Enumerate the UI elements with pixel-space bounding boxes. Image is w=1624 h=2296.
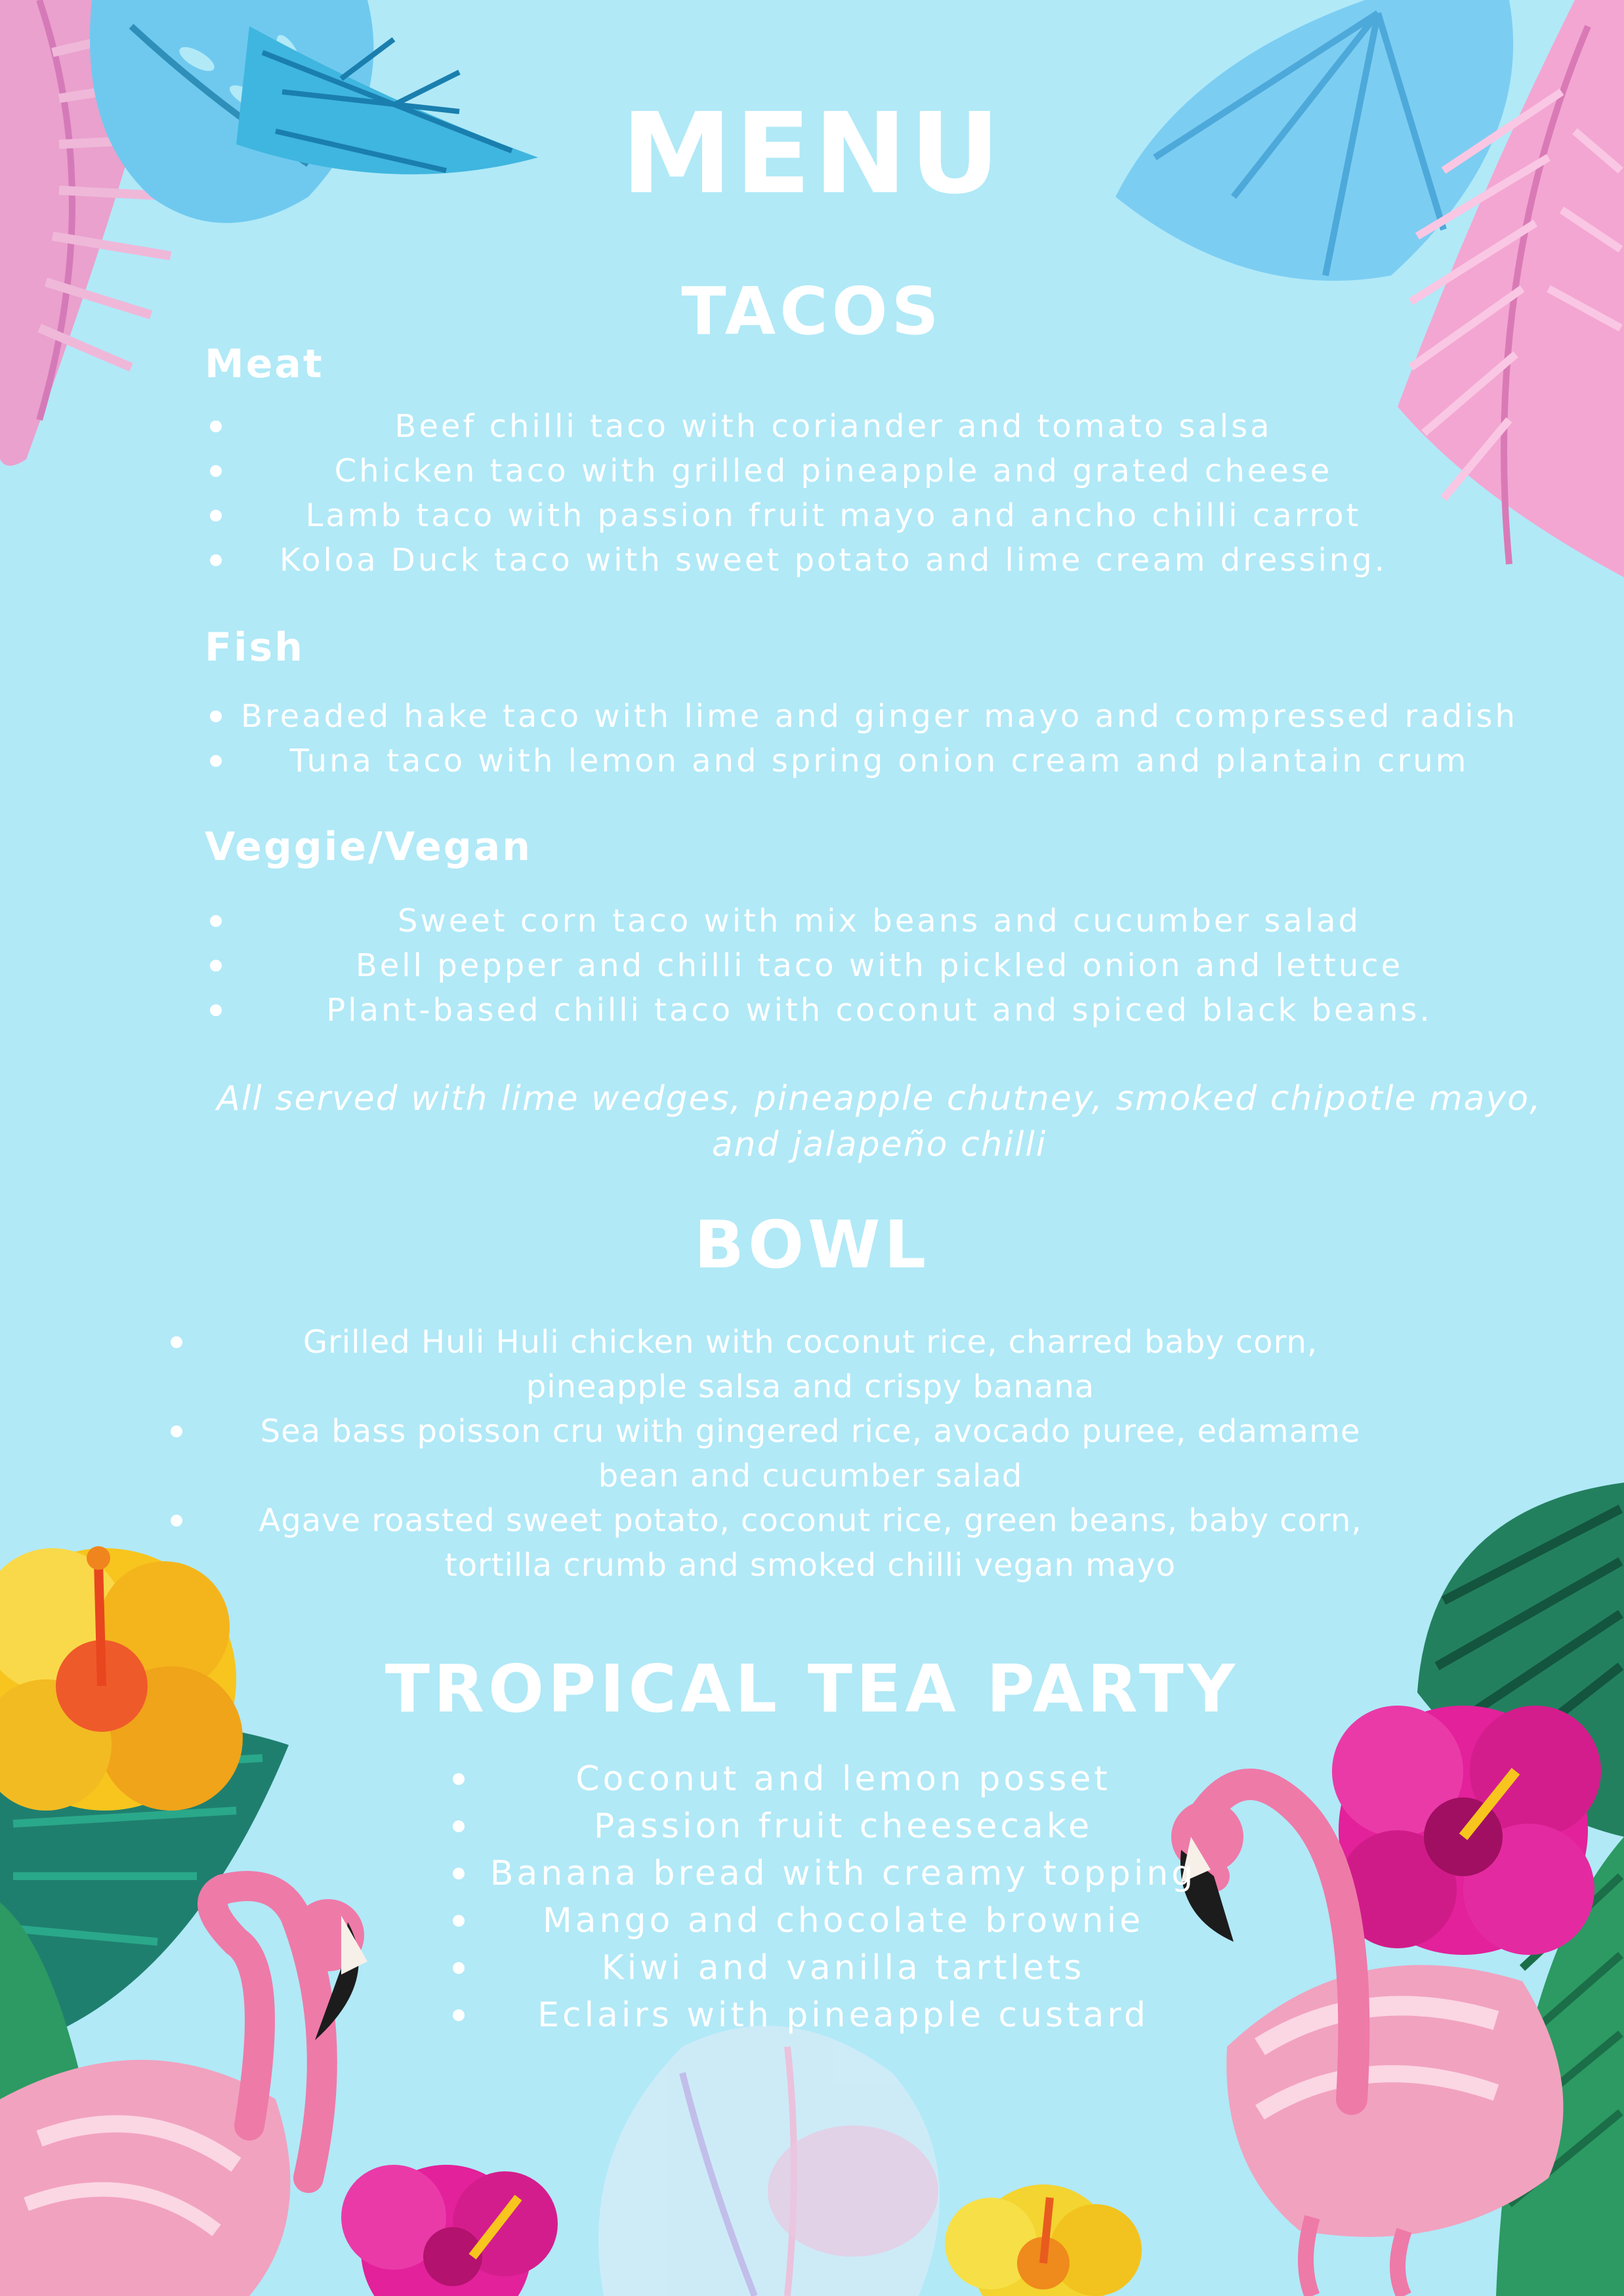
list-item [210, 899, 1549, 943]
bullet-icon [210, 755, 222, 767]
list-item [210, 404, 1457, 449]
bullet-icon [453, 1962, 465, 1974]
menu-item-text: Grilled Huli Huli chicken with coconut rice, charred baby corn, pineapple salsa and crispy banana [302, 1324, 1318, 1405]
menu-item-text: Kiwi and vanilla tartlets [601, 1948, 1085, 1988]
menu-item-text: Breaded hake taco with lime and ginger mayo and compressed radish [241, 698, 1518, 735]
list-item [453, 1803, 1234, 1850]
monstera-leaf-icon [598, 2026, 940, 2296]
veggie-subheading: Veggie/Vegan [205, 824, 532, 870]
list-item [453, 1992, 1234, 2039]
list-item [453, 1755, 1234, 1803]
list-item [210, 943, 1549, 988]
list-item [453, 1897, 1234, 1944]
hibiscus-icon [341, 2165, 558, 2296]
list-item [210, 493, 1457, 538]
bullet-icon [171, 1425, 182, 1437]
bowl-list [171, 1320, 1450, 1588]
tacos-serving-note: All served with lime wedges, pineapple chutney, smoked chipotle mayo, and jalapeño chilli [217, 1079, 1542, 1164]
bullet-icon [210, 960, 222, 972]
list-item [210, 694, 1549, 739]
menu-item-text: Banana bread with creamy topping [489, 1854, 1197, 1893]
bullet-icon [171, 1515, 182, 1527]
veggie-list [210, 899, 1549, 1033]
tacos-heading: TACOS [681, 273, 943, 350]
bowl-heading: BOWL [694, 1206, 930, 1283]
bullet-icon [210, 465, 222, 477]
bullet-icon [453, 1915, 465, 1927]
hibiscus-icon [1332, 1706, 1601, 1955]
list-item [210, 739, 1549, 783]
bullet-icon [210, 510, 222, 522]
menu-item-text: Agave roasted sweet potato, coconut rice, green beans, baby corn, tortilla crumb and smoked chilli vegan mayo [259, 1502, 1362, 1584]
menu-title: MENU [621, 89, 1003, 219]
tea-party-list [453, 1755, 1234, 2039]
bullet-icon [453, 2009, 465, 2021]
menu-item-text: Sea bass poisson cru with gingered rice, avocado puree, edamame bean and cucumber salad [260, 1413, 1361, 1494]
menu-item-text: Chicken taco with grilled pineapple and grated cheese [334, 453, 1333, 489]
menu-item-text: Mango and chocolate brownie [542, 1901, 1144, 1940]
list-item [210, 988, 1549, 1033]
list-item [171, 1320, 1450, 1409]
fish-subheading: Fish [205, 625, 304, 670]
menu-item-text: Coconut and lemon posset [575, 1759, 1111, 1799]
menu-item-text: Bell pepper and chilli taco with pickled onion and lettuce [355, 947, 1404, 984]
bullet-icon [453, 1820, 465, 1832]
bullet-icon [453, 1773, 465, 1785]
bullet-icon [210, 1004, 222, 1016]
list-item [171, 1409, 1450, 1498]
list-item [210, 449, 1457, 493]
menu-item-text: Lamb taco with passion fruit mayo and ancho chilli carrot [305, 497, 1362, 534]
bullet-icon [210, 420, 222, 432]
menu-item-text: Sweet corn taco with mix beans and cucumber salad [398, 903, 1361, 939]
list-item [453, 1944, 1234, 1992]
fish-list [210, 694, 1549, 783]
meat-list [210, 404, 1457, 583]
bullet-icon [210, 554, 222, 566]
menu-item-text: Plant-based chilli taco with coconut and spiced black beans. [326, 992, 1432, 1029]
menu-item-text: Passion fruit cheesecake [593, 1807, 1093, 1846]
list-item [171, 1498, 1450, 1588]
menu-item-text: Eclairs with pineapple custard [537, 1996, 1149, 2035]
bullet-icon [210, 915, 222, 927]
list-item [453, 1850, 1234, 1897]
list-item [210, 538, 1457, 583]
bullet-icon [171, 1336, 182, 1348]
bullet-icon [210, 710, 222, 722]
menu-item-text: Tuna taco with lemon and spring onion cream and plantain crum [289, 743, 1469, 779]
bullet-icon [453, 1868, 465, 1879]
menu-item-text: Koloa Duck taco with sweet potato and lime cream dressing. [280, 542, 1387, 579]
meat-subheading: Meat [205, 341, 324, 387]
hibiscus-icon [945, 2184, 1142, 2296]
tea-party-heading: TROPICAL TEA PARTY [385, 1650, 1239, 1727]
menu-item-text: Beef chilli taco with coriander and tomato salsa [394, 408, 1272, 445]
